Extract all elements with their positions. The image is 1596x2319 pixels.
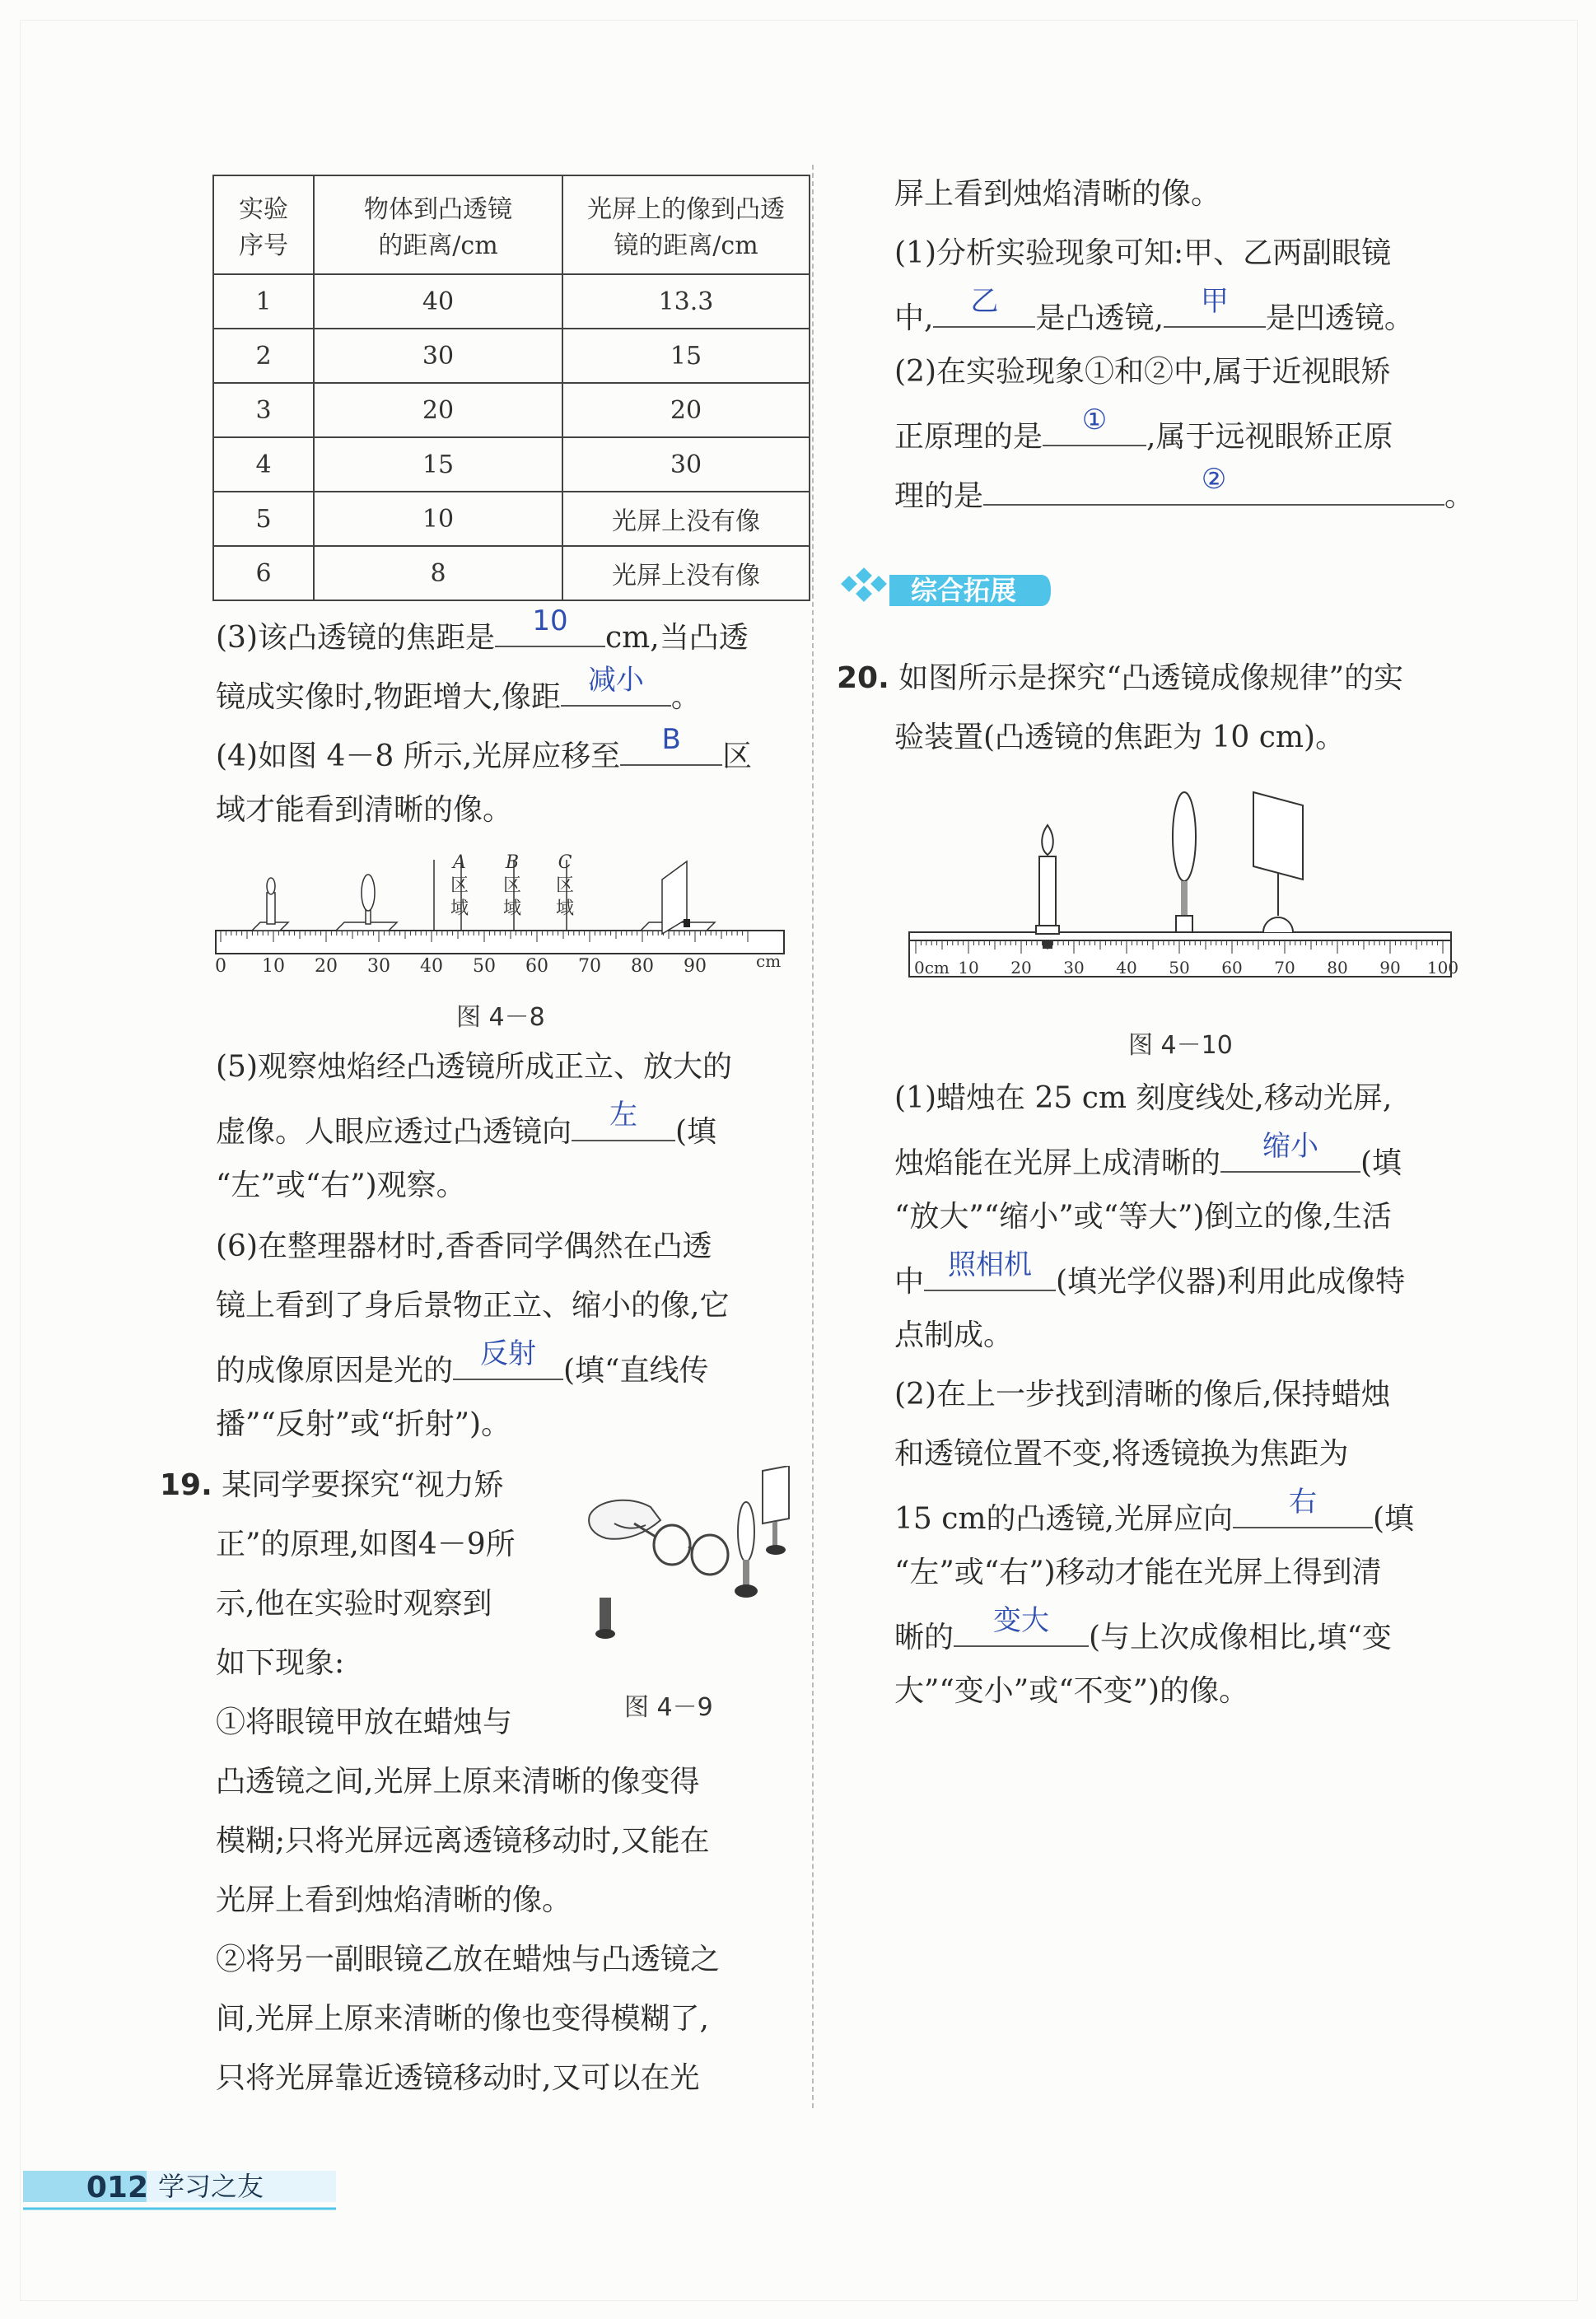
bench-top bbox=[909, 932, 1451, 940]
convex-lens bbox=[1173, 792, 1196, 932]
q20-p2-line3: 15 cm的凸透镜,光屏应向 右 (填 bbox=[894, 1486, 1415, 1536]
q20-line2: 验装置(凸透镜的焦距为 10 cm)。 bbox=[894, 721, 1346, 754]
q19-right-line2: (1)分析实验现象可知:甲、乙两副眼镜 bbox=[894, 236, 1392, 270]
table-row: 1 40 13.3 bbox=[213, 274, 810, 329]
candle bbox=[1036, 825, 1059, 949]
q19-right-line3: 中, 乙 是凸透镜, 甲 是凹透镜。 bbox=[894, 285, 1414, 335]
candle-on-stand bbox=[595, 1598, 615, 1639]
bench-label: 30 bbox=[1063, 958, 1085, 978]
question-number: 19. bbox=[160, 1468, 212, 1502]
page-footer bbox=[23, 2158, 336, 2215]
zone-a-char: 域 bbox=[450, 898, 469, 919]
q19-line8: 光屏上看到烛焰清晰的像。 bbox=[216, 1883, 572, 1917]
q20-line1: 20. 如图所示是探究“凸透镜成像规律”的实 bbox=[837, 661, 1404, 695]
q20-p1-line5: 点制成。 bbox=[894, 1318, 1014, 1352]
table-header-cell: 光屏上的像到凸透 镜的距离/cm bbox=[562, 175, 810, 274]
q18-p6-line1: (6)在整理器材时,香香同学偶然在凸透 bbox=[216, 1229, 712, 1263]
q20-p1-line2: 烛焰能在光屏上成清晰的 缩小 (填 bbox=[894, 1130, 1402, 1180]
zone-b-char: 区 bbox=[502, 875, 522, 896]
ruler-label: 20 bbox=[315, 956, 338, 977]
column-divider bbox=[812, 165, 814, 2108]
q19-line2: 正”的原理,如图4－9所 bbox=[216, 1528, 516, 1561]
ruler-label: 0 bbox=[215, 956, 226, 977]
data-table bbox=[212, 175, 810, 601]
ruler-label: 10 bbox=[262, 956, 285, 977]
question-number: 20. bbox=[837, 661, 889, 695]
q18-p4-line1: (4)如图 4－8 所示,光屏应移至 B 区 bbox=[216, 723, 753, 773]
q19-right-line1: 屏上看到烛焰清晰的像。 bbox=[894, 177, 1221, 211]
answer-blank: B bbox=[620, 731, 722, 766]
table-row: 3 20 20 bbox=[213, 383, 810, 437]
bench-label: 50 bbox=[1169, 958, 1190, 978]
light-screen bbox=[641, 861, 715, 934]
section-title: 综合拓展 bbox=[910, 575, 1017, 606]
figure-4-8 bbox=[212, 848, 789, 982]
q19-line4: 如下现象: bbox=[216, 1646, 345, 1680]
figure-4-10-caption: 图 4－10 bbox=[1128, 1031, 1233, 1060]
bench-unit: 0cm bbox=[914, 958, 950, 978]
q18-p4-line2: 域才能看到清晰的像。 bbox=[216, 793, 513, 827]
bench-label: 80 bbox=[1327, 958, 1348, 978]
screen-on-stand bbox=[763, 1466, 789, 1555]
candle bbox=[252, 878, 288, 931]
q20-p1-line4: 中 照相机 (填光学仪器)利用此成像特 bbox=[894, 1248, 1406, 1299]
ruler-label: 80 bbox=[631, 956, 654, 977]
bench-label: 20 bbox=[1010, 958, 1032, 978]
bench-label: 70 bbox=[1274, 958, 1295, 978]
q20-p2-line6: 大”“变小”或“不变”)的像。 bbox=[894, 1674, 1249, 1708]
answer-blank: 缩小 bbox=[1220, 1138, 1360, 1173]
answer-blank: 右 bbox=[1233, 1494, 1373, 1528]
q18-p6-line2: 镜上看到了身后景物正立、缩小的像,它 bbox=[216, 1289, 730, 1323]
q19-right-line6: 理的是 ② 。 bbox=[894, 463, 1475, 513]
answer-blank: ① bbox=[1043, 412, 1146, 446]
q19-line6: 凸透镜之间,光屏上原来清晰的像变得 bbox=[216, 1765, 700, 1799]
q20-p1-line1: (1)蜡烛在 25 cm 刻度线处,移动光屏, bbox=[894, 1081, 1393, 1115]
zone-b-label: B bbox=[505, 852, 520, 873]
zone-c-char: 区 bbox=[555, 875, 575, 896]
table-header-cell: 实验 序号 bbox=[213, 175, 314, 274]
eyeglasses bbox=[634, 1523, 728, 1575]
answer-blank: 变大 bbox=[954, 1612, 1089, 1647]
table-row: 4 15 30 bbox=[213, 437, 810, 492]
q20-p2-line2: 和透镜位置不变,将透镜换为焦距为 bbox=[894, 1437, 1349, 1471]
q19-line9: ②将另一副眼镜乙放在蜡烛与凸透镜之 bbox=[216, 1943, 721, 1976]
q18-p3-line1: (3)该凸透镜的焦距是 10 cm,当凸透 bbox=[216, 604, 749, 655]
bench-label: 40 bbox=[1116, 958, 1137, 978]
q18-p5-line1: (5)观察烛焰经凸透镜所成正立、放大的 bbox=[216, 1050, 732, 1084]
answer-blank: 甲 bbox=[1164, 293, 1266, 328]
q18-p5-line2: 虚像。人眼应透过凸透镜向 左 (填 bbox=[216, 1099, 717, 1149]
section-banner bbox=[840, 567, 1054, 614]
q19-right-line5: 正原理的是 ① ,属于远视眼矫正原 bbox=[894, 404, 1393, 454]
convex-lens bbox=[336, 875, 397, 931]
q18-p5-line3: “左”或“右”)观察。 bbox=[216, 1169, 466, 1202]
bench-label: 100 bbox=[1426, 958, 1459, 978]
zone-a-label: A bbox=[453, 852, 466, 873]
lens-on-stand bbox=[735, 1502, 758, 1598]
q19-line7: 模糊;只将光屏远离透镜移动时,又能在 bbox=[216, 1824, 710, 1858]
answer-blank: 照相机 bbox=[924, 1257, 1056, 1291]
q19-right-line4: (2)在实验现象①和②中,属于近视眼矫 bbox=[894, 355, 1391, 389]
table-row: 5 10 光屏上没有像 bbox=[213, 492, 810, 546]
table-header-cell: 物体到凸透镜 的距离/cm bbox=[314, 175, 562, 274]
q20-p1-line3: “放大”“缩小”或“等大”)倒立的像,生活 bbox=[894, 1200, 1392, 1234]
q18-p6-line3: 的成像原因是光的 反射 (填“直线传 bbox=[216, 1337, 709, 1388]
book-title: 学习之友 bbox=[158, 2171, 264, 2202]
answer-blank: 乙 bbox=[933, 293, 1035, 328]
ruler-label: 50 bbox=[473, 956, 496, 977]
answer-blank: 左 bbox=[572, 1107, 675, 1141]
answer-blank: 减小 bbox=[561, 672, 671, 707]
answer-blank: 反射 bbox=[453, 1346, 563, 1380]
answer-blank: ② bbox=[983, 471, 1444, 506]
bench-label: 10 bbox=[958, 958, 979, 978]
light-screen bbox=[1253, 792, 1303, 932]
zone-b-char: 域 bbox=[502, 898, 522, 919]
q20-p2-line1: (2)在上一步找到清晰的像后,保持蜡烛 bbox=[894, 1378, 1391, 1411]
q19-line5: ①将眼镜甲放在蜡烛与 bbox=[216, 1705, 513, 1739]
q18-p3-line2: 镜成实像时,物距增大,像距 减小 。 bbox=[216, 664, 701, 714]
table-header-row bbox=[213, 175, 810, 274]
ruler-unit: cm bbox=[756, 951, 782, 971]
q19-line3: 示,他在实验时观察到 bbox=[216, 1587, 492, 1621]
ruler-labels bbox=[215, 956, 707, 977]
table-row: 6 8 光屏上没有像 bbox=[213, 546, 810, 600]
section-icon bbox=[841, 567, 887, 602]
ruler-label: 60 bbox=[525, 956, 548, 977]
figure-4-9 bbox=[581, 1466, 797, 1680]
answer-blank: 10 bbox=[495, 613, 605, 647]
zone-c-label: C bbox=[558, 852, 572, 873]
figure-4-10 bbox=[908, 791, 1459, 996]
q18-p6-line4: 播”“反射”或“折射”)。 bbox=[216, 1407, 511, 1441]
q19-line10: 间,光屏上原来清晰的像也变得模糊了, bbox=[216, 2002, 709, 2036]
page-number: 012 bbox=[86, 2171, 148, 2205]
zone-c-char: 域 bbox=[555, 898, 575, 919]
figure-4-8-caption: 图 4－8 bbox=[456, 1003, 545, 1032]
q19-line11: 只将光屏靠近透镜移动时,又可以在光 bbox=[216, 2061, 700, 2095]
ruler-label: 30 bbox=[367, 956, 390, 977]
bench-label: 90 bbox=[1379, 958, 1401, 978]
ruler-label: 40 bbox=[420, 956, 443, 977]
figure-4-9-caption: 图 4－9 bbox=[624, 1693, 713, 1722]
q19-line1: 19. 某同学要探究“视力矫 bbox=[160, 1468, 504, 1502]
q20-p2-line5: 晰的 变大 (与上次成像相比,填“变 bbox=[894, 1604, 1392, 1654]
zone-a-char: 区 bbox=[450, 875, 469, 896]
table-row: 2 30 15 bbox=[213, 329, 810, 383]
q20-p2-line4: “左”或“右”)移动才能在光屏上得到清 bbox=[894, 1556, 1382, 1589]
bench-label: 60 bbox=[1221, 958, 1243, 978]
ruler-label: 70 bbox=[578, 956, 601, 977]
ruler-label: 90 bbox=[684, 956, 707, 977]
